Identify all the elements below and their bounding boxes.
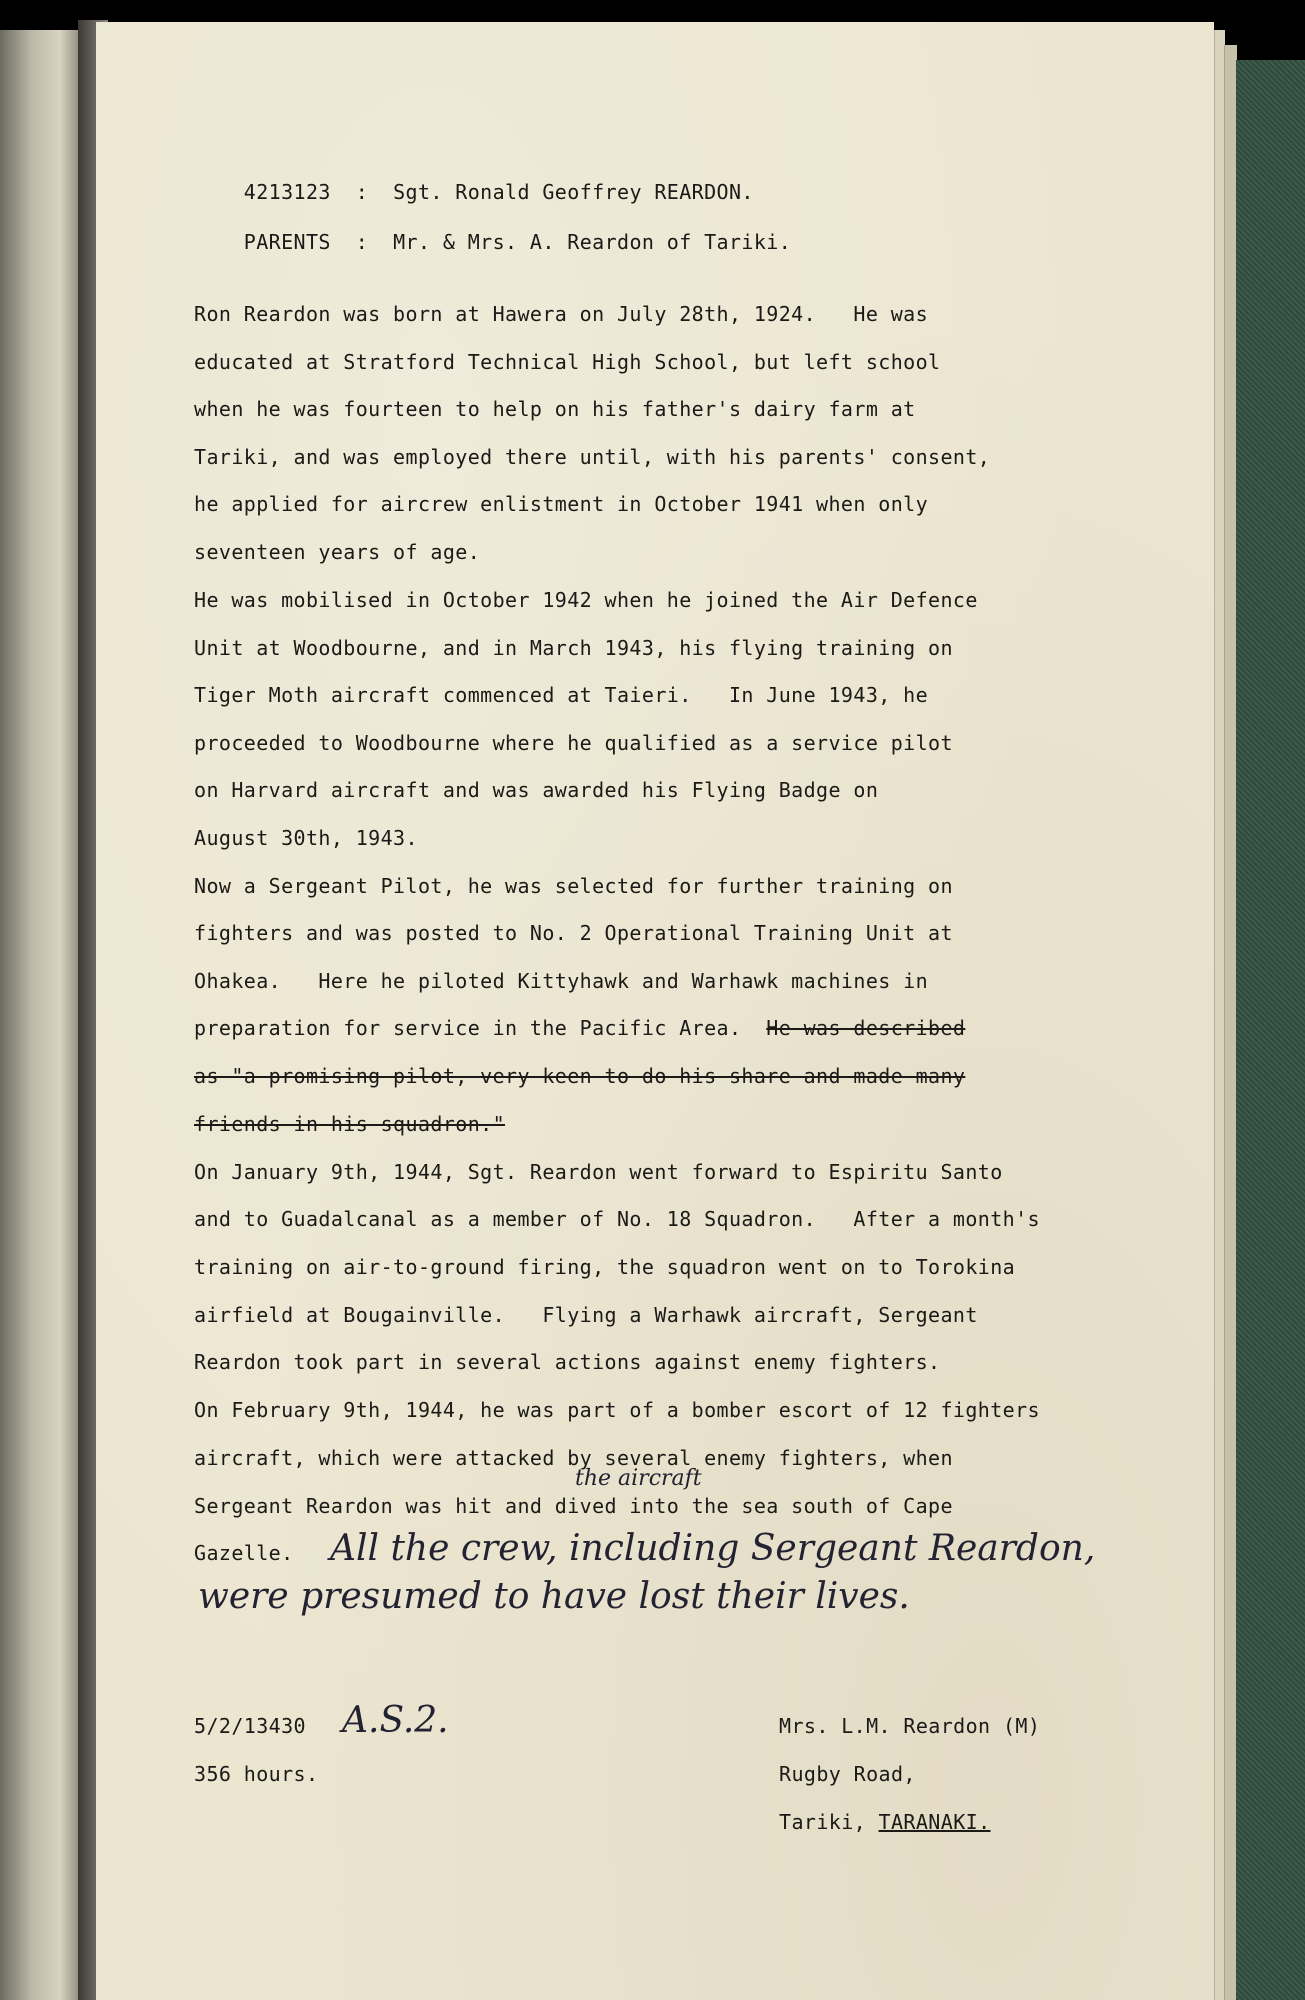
file-reference: 5/2/13430	[194, 1714, 306, 1738]
parents-value: Mr. & Mrs. A. Reardon of Tariki.	[393, 230, 792, 254]
body-line: and to Guadalcanal as a member of No. 18 Squadron. After a month's	[194, 1207, 1040, 1231]
body-line: Ron Reardon was born at Hawera on July 28th, 1924. He was	[194, 302, 929, 326]
body-line: Now a Sergeant Pilot, he was selected for further training on	[194, 874, 953, 898]
address-region: TARANAKI.	[878, 1810, 991, 1834]
body-line: He was mobilised in October 1942 when he joined the Air Defence	[194, 588, 978, 612]
body-line: August 30th, 1943.	[194, 826, 418, 850]
parents-label: PARENTS	[243, 230, 331, 254]
body-line: seventeen years of age.	[194, 540, 481, 564]
body-line: training on air-to-ground firing, the squadron went on to Torokina	[194, 1255, 1016, 1279]
address-street: Rugby Road,	[779, 1762, 916, 1786]
body-line: on Harvard aircraft and was awarded his Flying Badge on	[194, 778, 879, 802]
handwritten-reference: A.S.2.	[342, 1700, 449, 1741]
handwritten-insert: the aircraft	[575, 1466, 702, 1491]
body-line: Reardon took part in several actions against enemy fighters.	[194, 1350, 941, 1374]
body-line: Tariki, and was employed there until, with his parents' consent,	[194, 445, 991, 469]
service-number: 4213123	[243, 180, 331, 204]
struck-line: friends in his squadron."	[194, 1112, 506, 1136]
body-line: On February 9th, 1944, he was part of a bomber escort of 12 fighters	[194, 1398, 1040, 1422]
handwritten-note-line2: were presumed to have lost their lives.	[198, 1576, 910, 1617]
struck-line: as "a promising pilot, very keen to do his share and made many	[194, 1064, 966, 1088]
separator: :	[330, 180, 394, 204]
address-locality	[779, 1810, 991, 1834]
body-line: educated at Stratford Technical High School, but left school	[194, 350, 941, 374]
body-line: fighters and was posted to No. 2 Operational Training Unit at	[194, 921, 953, 945]
handwritten-note-line1: All the crew, including Sergeant Reardon,	[330, 1528, 1096, 1569]
body-line: airfield at Bougainville. Flying a Warhawk aircraft, Sergeant	[194, 1303, 978, 1327]
body-line	[194, 1016, 965, 1040]
body-text: preparation for service in the Pacific Area.	[194, 1016, 742, 1040]
flying-hours: 356 hours.	[194, 1762, 319, 1786]
parents-row	[194, 206, 791, 278]
body-line: aircraft, which were attacked by several enemy fighters, when	[194, 1446, 953, 1470]
body-line: Unit at Woodbourne, and in March 1943, his flying training on	[194, 636, 953, 660]
address-town: Tariki,	[779, 1810, 867, 1834]
separator: :	[330, 230, 394, 254]
body-line: On January 9th, 1944, Sgt. Reardon went forward to Espiritu Santo	[194, 1160, 1003, 1184]
body-line: proceeded to Woodbourne where he qualified as a service pilot	[194, 731, 953, 755]
struck-text: He was described	[766, 1016, 966, 1040]
body-line: when he was fourteen to help on his father's dairy farm at	[194, 397, 916, 421]
address-name: Mrs. L.M. Reardon (M)	[779, 1714, 1041, 1738]
body-line: Tiger Moth aircraft commenced at Taieri. In June 1943, he	[194, 683, 929, 707]
body-line: Gazelle.	[194, 1541, 294, 1565]
body-line: Ohakea. Here he piloted Kittyhawk and Warhawk machines in	[194, 969, 929, 993]
airman-name: Sgt. Ronald Geoffrey REARDON.	[393, 180, 754, 204]
body-line: Sergeant Reardon was hit and dived into the sea south of Cape	[194, 1494, 953, 1518]
body-line: he applied for aircrew enlistment in October 1941 when only	[194, 492, 929, 516]
